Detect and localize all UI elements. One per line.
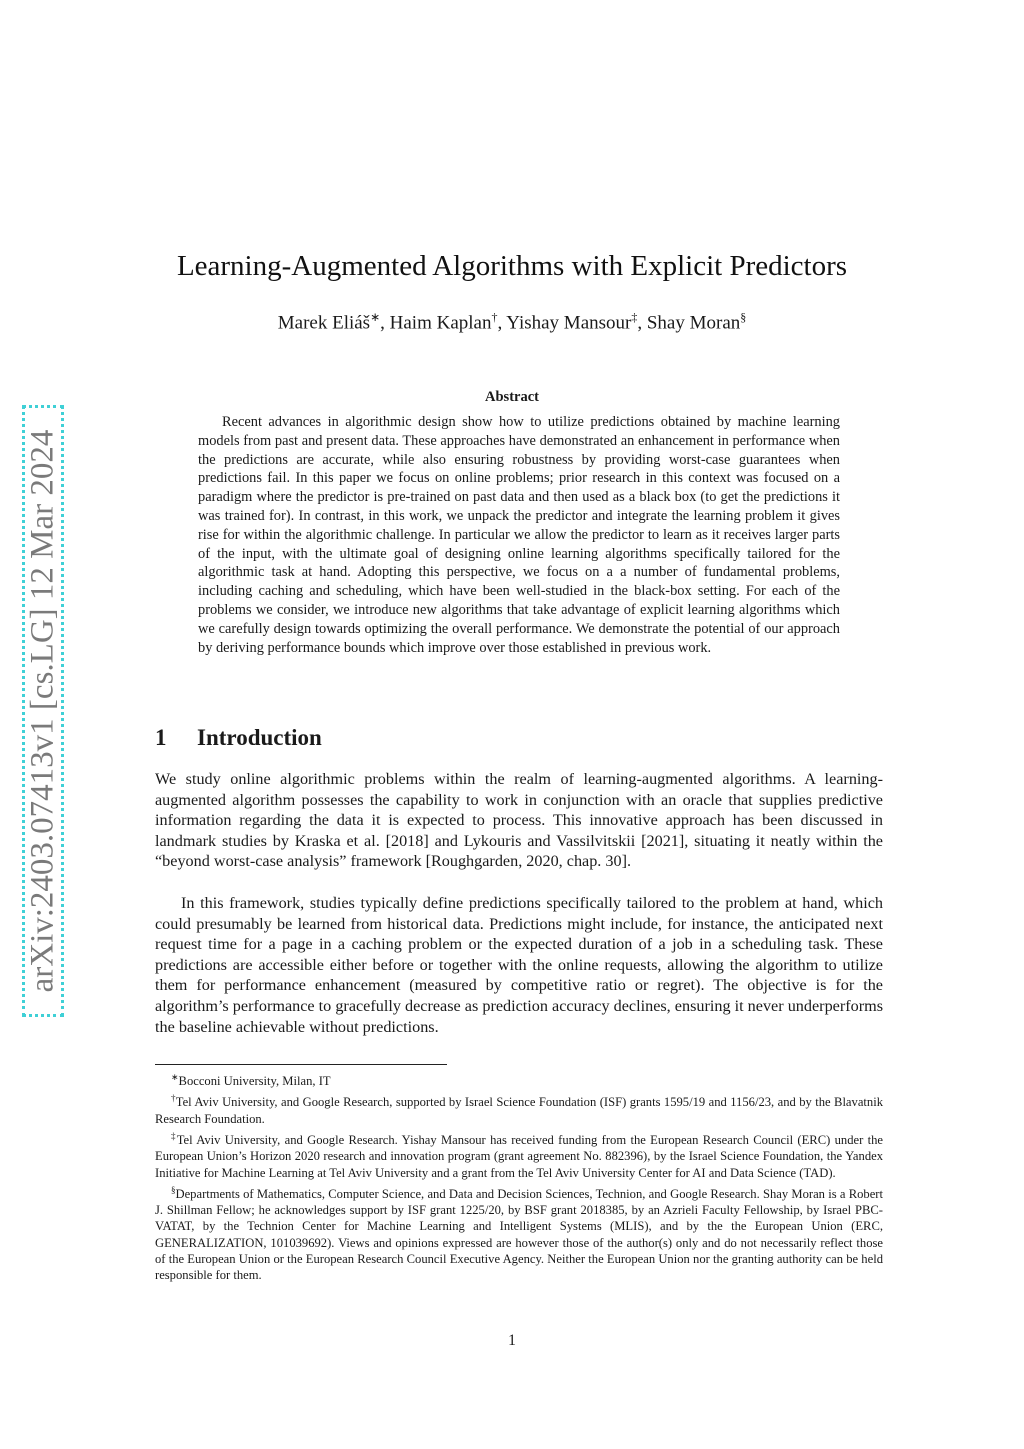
abstract-text: Recent advances in algorithmic design show how to utilize predictions obtained by machine learning models from past and present data. These approaches have demonstrated an enhancement in performance when the predictions are accurate, while also ensuring robustness by providing worst-case guarantees when predictions fail. In this paper we focus on online problems; prior research in this context was focused on a paradigm where the predictor is pre-trained on past data and then used as a black box (to get the predictions it was trained for). In contrast, in this work, we unpack the predictor and integrate the learning problem it gives rise for within the algorithmic challenge. In particular we allow the predictor to learn as it receives larger parts of the input, with the ultimate goal of designing online learning algorithms specifically tailored for the algorithmic task at hand. Adopting this perspective, we focus on a a number of fundamental problems, including caching and scheduling, which have been well-studied in the black-box setting. For each of the problems we consider, we introduce new algorithms that take advantage of explicit learning algorithms which we carefully design towards optimizing the overall performance. We demonstrate the potential of our approach by deriving performance bounds which improve over those established in previous work. xyxy=(198,414,840,656)
page-number: 1 xyxy=(508,1332,516,1349)
author-name: Shay Moran xyxy=(646,312,741,334)
body-paragraph: In this framework, studies typically define predictions specifically tailored to the problem at hand, which could presumably be learned from historical data. Predictions might include, for instance, the anticipated next request time for a page in a caching problem or the expected duration of a job in a scheduling task. These predictions are accessible either before or together with the online requests, allowing the algorithm to utilize them for performance enhancement (measured by competitive ratio or regret). The objective is for the algorithm’s performance to gracefully decrease as prediction accuracy declines, ensuring it never underperforms the baseline achievable without predictions. xyxy=(155,894,883,1036)
footnote-mark: ‡ xyxy=(171,1130,177,1141)
paper-title: Learning-Augmented Algorithms with Explicit Predictors xyxy=(176,250,848,282)
footnote-divider xyxy=(155,1064,447,1065)
section-title: Introduction xyxy=(197,725,322,750)
footnote-text: Bocconi University, Milan, IT xyxy=(178,1074,331,1089)
author-list: Marek Eliáš∗, Haim Kaplan†, Yishay Mansour‡, Shay Moran§ xyxy=(277,310,747,334)
footnote-text: Departments of Mathematics, Computer Science, and Data and Decision Sciences, Technion, and Google Research. Shay Moran is a Robert J. Shillman Fellow; he acknowledges support by ISF grant 1225/20, by BSF grant 2018385, by an Azrieli Faculty Fellowship, by Israel PBC-VATAT, by the Technion Center for Machine Learning and Intelligent Systems (MLIS), and by the the European Union (ERC, GENERALIZATION, 101039692). Views and opinions expressed are however those of the author(s) only and do not necessarily reflect those of the European Union or the European Research Council Executive Agency. Neither the European Union nor the granting authority can be held responsible for them. xyxy=(155,1186,883,1282)
footnote-text: Tel Aviv University, and Google Research. Yishay Mansour has received funding from the European Research Council (ERC) under the European Union’s Horizon 2020 research and innovation program (grant agreement No. 882396), by the Israel Science Foundation, the Yandex Initiative for Machine Learning at Tel Aviv University and a grant from the Tel Aviv University Center for AI and Data Science (TAD). xyxy=(155,1133,884,1180)
footnote xyxy=(155,1128,883,1181)
footnote xyxy=(155,1069,883,1089)
arxiv-identifier[interactable]: arXiv:2403.07413v1 [cs.LG] 12 Mar 2024 xyxy=(24,429,61,993)
footnote xyxy=(155,1090,883,1127)
abstract-heading: Abstract xyxy=(485,389,539,405)
author-footnote-mark[interactable]: § xyxy=(740,310,747,324)
section-heading xyxy=(155,725,322,751)
body-paragraph: We study online algorithmic problems within the realm of learning-augmented algorithms. A learning-augmented algorithm possesses the capability to work in conjunction with an oracle that supplies predictive information regarding the data it is expected to process. This innovative approach has been discussed in landmark studies by Kraska et al. [2018] and Lykouris and Vassilvitskii [2021], situating it neatly within the “beyond worst-case analysis” framework [Roughgarden, 2020, chap. 30]. xyxy=(155,770,883,871)
author-footnote-mark[interactable]: † xyxy=(491,310,498,324)
footnote-mark: § xyxy=(171,1184,176,1195)
footnote xyxy=(155,1182,883,1283)
footnotes xyxy=(155,1069,883,1284)
footnote-mark: ∗ xyxy=(171,1072,179,1082)
footnote-mark: † xyxy=(171,1093,176,1104)
footnote-text: Tel Aviv University, and Google Research, supported by Israel Science Foundation (ISF) grants 1595/19 and 1156/23, and by the Blavatnik Research Foundation. xyxy=(155,1095,884,1126)
author-name: Haim Kaplan xyxy=(389,312,492,334)
author-footnote-mark[interactable]: ‡ xyxy=(631,310,638,324)
author-name: Marek Eliáš xyxy=(277,312,371,334)
author-footnote-mark[interactable]: ∗ xyxy=(370,310,381,324)
author-name: Yishay Mansour xyxy=(506,312,632,334)
section-number: 1 xyxy=(155,725,167,750)
